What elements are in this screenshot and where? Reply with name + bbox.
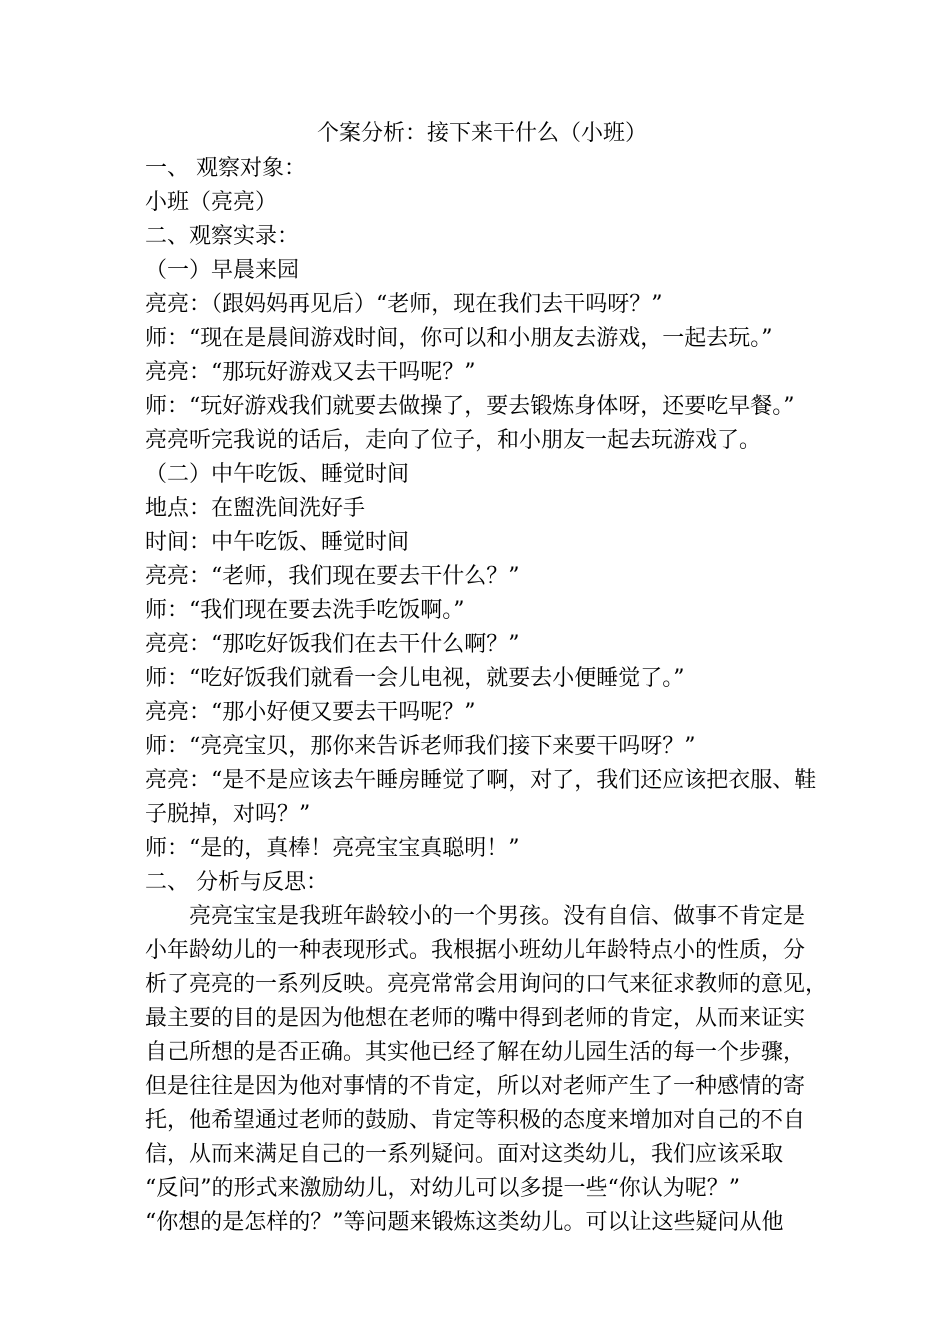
dialogue-line: 子脱掉，对吗？” [145,802,311,827]
paragraph-line: 亮亮宝宝是我班年龄较小的一个男孩。没有自信、做事不肯定是 [189,904,806,929]
dialogue-line: 师：“吃好饭我们就看一会儿电视，就要去小便睡觉了。” [145,666,685,691]
dialogue-line: 亮亮：“是不是应该去午睡房睡觉了啊，对了，我们还应该把衣服、鞋 [145,768,817,793]
dialogue-line: 师：“我们现在要去洗手吃饭啊。” [145,598,465,623]
dialogue-line: 亮亮：“那小好便又要去干吗呢？” [145,700,476,725]
dialogue-line: 亮亮：“那玩好游戏又去干吗呢？” [145,360,476,385]
dialogue-line: 亮亮：“老师，我们现在要去干什么？” [145,564,520,589]
dialogue-line: 亮亮：“那吃好饭我们在去干什么啊？” [145,632,520,657]
subsection-morning: （一）早晨来园 [145,258,300,283]
section-heading-observation-record: 二、观察实录： [145,224,300,249]
paragraph-line: “反问”的形式来激励幼儿，对幼儿可以多提一些“你认为呢？” [145,1176,740,1201]
paragraph-line: 析了亮亮的一系列反映。亮亮常常会用询问的口气来征求教师的意见， [145,972,828,997]
paragraph-line: 但是往往是因为他对事情的不肯定，所以对老师产生了一种感情的寄 [145,1074,806,1099]
section-heading-observation-target: 一、 观察对象： [145,156,306,181]
dialogue-line: 师：“是的，真棒！亮亮宝宝真聪明！” [145,836,520,861]
analysis-paragraph [145,900,828,1240]
document-title: 个案分析：接下来干什么（小班） [316,121,647,146]
location-line: 地点：在盥洗间洗好手 [145,496,366,521]
narration-line: 亮亮听完我说的话后，走向了位子，和小朋友一起去玩游戏了。 [145,428,762,453]
section-heading-analysis: 二、 分析与反思： [145,870,328,895]
observation-target-text: 小班（亮亮） [145,190,278,215]
dialogue-line: 师：“现在是晨间游戏时间，你可以和小朋友去游戏，一起去玩。” [145,326,773,351]
time-line: 时间：中午吃饭、睡觉时间 [145,530,410,555]
dialogue-line: 师：“玩好游戏我们就要去做操了，要去锻炼身体呀，还要吃早餐。” [145,394,795,419]
paragraph-line: 托，他希望通过老师的鼓励、肯定等积极的态度来增加对自己的不自 [145,1108,806,1133]
paragraph-line: 自己所想的是否正确。其实他已经了解在幼儿园生活的每一个步骤， [145,1040,806,1065]
paragraph-line: 小年龄幼儿的一种表现形式。我根据小班幼儿年龄特点小的性质，分 [145,938,806,963]
dialogue-line: 亮亮：（跟妈妈再见后）“老师，现在我们去干吗呀？” [145,292,663,317]
paragraph-line: 最主要的目的是因为他想在老师的嘴中得到老师的肯定，从而来证实 [145,1006,806,1031]
paragraph-line: “你想的是怎样的？”等问题来锻炼这类幼儿。可以让这些疑问从他 [145,1210,784,1235]
dialogue-line: 师：“亮亮宝贝，那你来告诉老师我们接下来要干吗呀？” [145,734,696,759]
subsection-noon: （二）中午吃饭、睡觉时间 [145,462,410,487]
document-page [145,118,828,1240]
paragraph-line: 信，从而来满足自己的一系列疑问。面对这类幼儿，我们应该采取 [145,1142,784,1167]
